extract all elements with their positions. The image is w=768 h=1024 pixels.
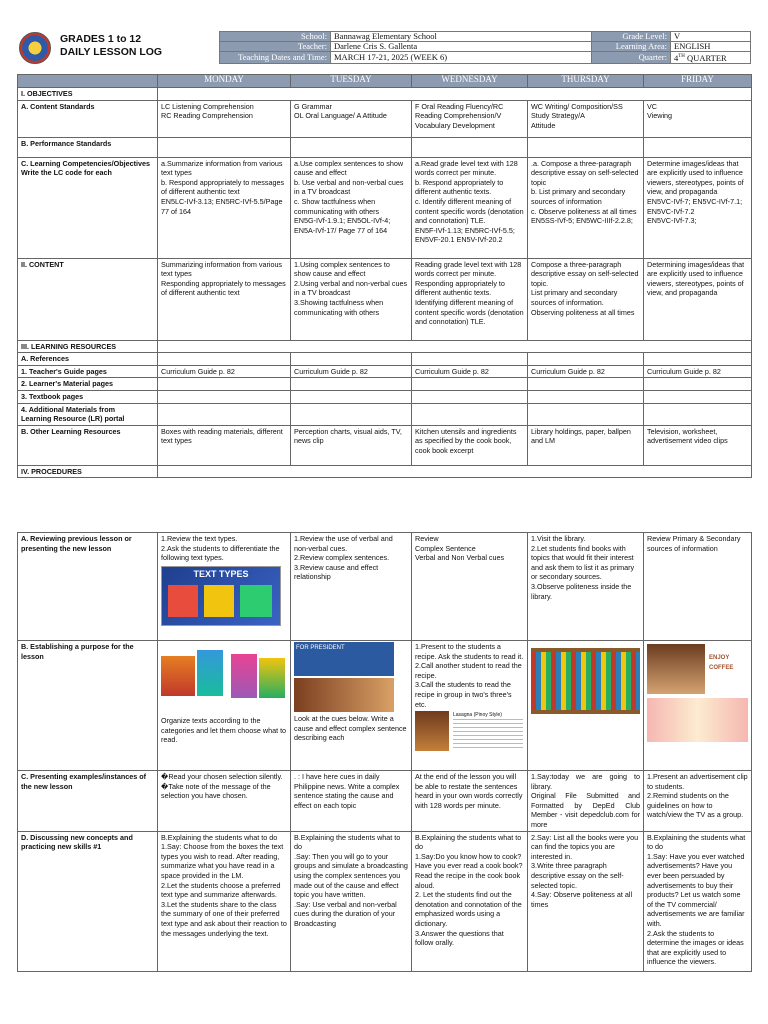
header-info-table xyxy=(219,31,751,64)
content-cell: Compose a three-paragraph descriptive essay on self-selected topic. List primary and secondary sources of information. Observing politeness at all times xyxy=(528,258,644,340)
quarter-word: QUARTER xyxy=(684,52,727,63)
presenting-examples-label: C. Presenting examples/instances of the new lesson xyxy=(18,771,158,832)
content-cell: Summarizing information from various text types Responding appropriately to messages of different authentic text xyxy=(158,258,291,340)
performance-standards-label: B. Performance Standards xyxy=(18,137,158,157)
news-panel-caption: FOR PRESIDENT xyxy=(296,645,345,651)
news-panel xyxy=(294,642,394,676)
content-standards-cell: LC Listening Comprehension RC Reading Comprehension xyxy=(158,100,291,137)
content-cell: 1.Using complex sentences to show cause and effect 2.Using verbal and non-verbal cues in a TV broadcast 3.Showing tactfulness when communicating with others xyxy=(291,258,412,340)
reviewing-lesson-cell: Review Complex Sentence Verbal and Non Verbal cues xyxy=(412,533,528,641)
learning-competencies-cell: Determine images/ideas that are explicitly used to influence viewers, stereotypes, points of view, and propaganda EN5VC-IVf-7; EN5VC-IVf-7.1; EN5VC-IVf-7.2 EN5VC-IVf-7.3; xyxy=(644,157,752,258)
discussing-concepts-cell: B.Explaining the students what to do 1.Say: Have you ever watched advertisements? Have you ever been persuaded by advertisements to buy their products? Let us watch some of the TV commercial/ advertisements we are familiar with. 2.Ask the students to determine the images or ideas that are explicitly used to influence the viewers. xyxy=(644,831,752,971)
content-standards-cell: WC Writing/ Composition/SS Study Strategy/A Attitude xyxy=(528,100,644,137)
objectives-label: I. OBJECTIVES xyxy=(18,88,158,101)
teachers-guide-cell: Curriculum Guide p. 82 xyxy=(291,365,412,378)
ad-photo xyxy=(647,644,705,694)
recipe-photo xyxy=(415,711,449,751)
content-standards-cell: F Oral Reading Fluency/RC Reading Comprehension/V Vocabulary Development xyxy=(412,100,528,137)
learners-material-label: 2. Learner's Material pages xyxy=(18,378,158,391)
quarter-suffix: TH xyxy=(678,54,685,59)
objectives-row-fill xyxy=(158,88,752,101)
quarter-value xyxy=(671,52,751,64)
coffee-ad-image xyxy=(647,644,748,694)
empty-cell xyxy=(158,137,291,157)
lesson-log-header xyxy=(17,31,751,65)
recipe-text-lines xyxy=(453,719,523,749)
title-line-2: DAILY LESSON LOG xyxy=(60,46,163,58)
empty-cell xyxy=(291,353,412,366)
empty-cell xyxy=(412,378,528,391)
establishing-purpose-text: Look at the cues below. Write a cause and effect complex sentence describing each xyxy=(294,714,407,743)
establishing-purpose-label: B. Establishing a purpose for the lesson xyxy=(18,641,158,771)
teachers-guide-cell: Curriculum Guide p. 82 xyxy=(528,365,644,378)
discussing-concepts-cell: 2.Say: List all the books were you can find the topics you are interested in. 3.Write three paragraph descriptive essay on the self-selected topic. 4.Say: Observe politeness at all times xyxy=(528,831,644,971)
empty-cell xyxy=(291,378,412,391)
empty-cell xyxy=(412,403,528,425)
discussing-concepts-cell: B.Explaining the students what to do 1.Say: Choose from the boxes the text types you wish to read. After reading, summarize what you have read in a space provided in the LM. 2.Let the students choose a preferred text type and summarize afterwards. 3.Let the students share to the class the summary of one of their preferred text type and ask about their reaction to the messages underlying the text. xyxy=(158,831,291,971)
empty-cell xyxy=(644,390,752,403)
teachers-guide-cell: Curriculum Guide p. 82 xyxy=(644,365,752,378)
dates-label: Teaching Dates and Time: xyxy=(220,52,331,64)
deped-seal-icon xyxy=(19,32,51,64)
day-header-tuesday: TUESDAY xyxy=(291,75,412,88)
day-header-wednesday: WEDNESDAY xyxy=(412,75,528,88)
school-label: School: xyxy=(220,32,331,42)
establishing-purpose-cell xyxy=(644,641,752,771)
teacher-label: Teacher: xyxy=(220,42,331,52)
box-icon xyxy=(231,654,257,698)
learning-competencies-cell: a.Summarize information from various text types b. Respond appropriately to messages of different authentic text EN5LC-IVf-3.13; EN5RC-IVf-5.5/Page 77 of 164 xyxy=(158,157,291,258)
reviewing-lesson-cell: 1.Visit the library. 2.Let students find books with topics that would fit their interest and ask them to list it as primary or secondary sources. 3.Observe politeness inside the library. xyxy=(528,533,644,641)
poster-block xyxy=(204,585,234,617)
lesson-log-table-procedures xyxy=(17,532,752,972)
teachers-guide-label: 1. Teacher's Guide pages xyxy=(18,365,158,378)
reviewing-lesson-cell xyxy=(158,533,291,641)
reviewing-lesson-cell: Review Primary & Secondary sources of information xyxy=(644,533,752,641)
box-icon xyxy=(197,650,223,696)
empty-cell xyxy=(158,403,291,425)
other-resources-cell: Perception charts, visual aids, TV, news clip xyxy=(291,425,412,465)
ad-caption: ENJOY COFFEE xyxy=(709,655,734,671)
additional-materials-label: 4. Additional Materials from Learning Resource (LR) portal xyxy=(18,403,158,425)
title-line-1: GRADES 1 to 12 xyxy=(60,33,142,45)
empty-cell xyxy=(412,353,528,366)
presenting-examples-cell: 1.Present an advertisement clip to students. 2.Remind students on the guidelines on how to watch/view the TV as a group. xyxy=(644,771,752,832)
empty-cell xyxy=(291,137,412,157)
empty-cell xyxy=(528,353,644,366)
content-standards-cell: VC Viewing xyxy=(644,100,752,137)
content-cell: Determining images/ideas that are explicitly used to influence viewers, stereotypes, points of view, and propaganda xyxy=(644,258,752,340)
establishing-purpose-cell xyxy=(158,641,291,771)
grade-value: V xyxy=(671,32,751,42)
teacher-value: Darlene Cris S. Gallenta xyxy=(331,42,592,52)
teachers-guide-cell: Curriculum Guide p. 82 xyxy=(158,365,291,378)
news-cues-image xyxy=(294,642,408,714)
establishing-purpose-text: 1.Present to the students a recipe. Ask the students to read it. 2.Call another student to read the recipe. 3.Call the students to read the recipe in group in two's three's etc. xyxy=(415,642,524,709)
text-boxes-image xyxy=(161,650,287,708)
empty-cell xyxy=(644,353,752,366)
day-header-monday: MONDAY xyxy=(158,75,291,88)
text-types-poster-title: TEXT TYPES xyxy=(193,568,249,579)
empty-row-fill xyxy=(158,340,752,353)
empty-cell xyxy=(528,378,644,391)
document-title xyxy=(60,33,162,59)
learning-competencies-label: C. Learning Competencies/Objectives Write the LC code for each xyxy=(18,157,158,258)
discussing-concepts-cell: B.Explaining the students what to do .Say: Then you will go to your groups and simulate a broadcasting using the complex sentences you made out of the cause and effect topic you have written. .Say: Use verbal and non-verbal cues during the duration of your Broadcasting xyxy=(291,831,412,971)
empty-cell xyxy=(158,390,291,403)
library-shelf-image xyxy=(531,648,640,714)
other-resources-cell: Television, worksheet, advertisement video clips xyxy=(644,425,752,465)
empty-cell xyxy=(291,403,412,425)
presenting-examples-cell: At the end of the lesson you will be able to restate the sentences heard in your own words correctly with 128 words per minute. xyxy=(412,771,528,832)
presenting-examples-cell: . : I have here cues in daily Philippine news. Write a complex sentence stating the cause and effect on each topic xyxy=(291,771,412,832)
empty-cell xyxy=(412,390,528,403)
establishing-purpose-text: Organize texts according to the categories and let them choose what to read. xyxy=(161,716,287,745)
presenting-examples-cell: �Read your chosen selection silently. �Take note of the message of the selection you have chosen. xyxy=(158,771,291,832)
empty-cell xyxy=(158,353,291,366)
empty-cell xyxy=(528,390,644,403)
other-resources-cell: Boxes with reading materials, different text types xyxy=(158,425,291,465)
lasagna-recipe-image xyxy=(415,711,524,751)
other-resources-label: B. Other Learning Resources xyxy=(18,425,158,465)
teachers-guide-cell: Curriculum Guide p. 82 xyxy=(412,365,528,378)
empty-cell xyxy=(644,378,752,391)
discussing-concepts-cell: B.Explaining the students what to do 1.Say:Do you know how to cook? Have you ever read a cook book? Read the recipe in the cook book aloud. 2. Let the students find out the denotation and connotation of the emphasized words using a dictionary. 3.Answer the questions that follow orally. xyxy=(412,831,528,971)
content-cell: Reading grade level text with 128 words correct per minute. Responding appropriately to different authentic texts. Identifying different meaning of content specific words (denotation and connotation) TLE. xyxy=(412,258,528,340)
empty-cell xyxy=(644,137,752,157)
empty-cell xyxy=(528,137,644,157)
area-value: ENGLISH xyxy=(671,42,751,52)
learning-competencies-cell: a.Use complex sentences to show cause and effect b. Use verbal and non-verbal cues in a TV broadcast c. Show tactfulness when communicating with others EN5G-IVf-1.9.1; EN5OL-IVf-4; EN5A-IVf-17/ Page 77 of 164 xyxy=(291,157,412,258)
quarter-label: Quarter: xyxy=(592,52,671,64)
content-standards-cell: G Grammar OL Oral Language/ A Attitude xyxy=(291,100,412,137)
area-label: Learning Area: xyxy=(592,42,671,52)
learning-competencies-cell: .a. Compose a three-paragraph descriptive essay on self-selected topic b. List primary and secondary sources of information c. Observe politeness at all times EN5SS-IVf-5; EN5WC-IIIf-2.2.8; xyxy=(528,157,644,258)
other-resources-cell: Library holdings, paper, ballpen and LM xyxy=(528,425,644,465)
corner-cell xyxy=(18,75,158,88)
box-icon xyxy=(161,656,195,696)
content-standards-label: A. Content Standards xyxy=(18,100,158,137)
news-panel xyxy=(294,678,394,712)
empty-row-fill xyxy=(158,465,752,478)
dates-value: MARCH 17-21, 2025 (WEEK 6) xyxy=(331,52,592,64)
box-icon xyxy=(259,658,285,698)
other-resources-cell: Kitchen utensils and ingredients as specified by the cook book, cook book excerpt xyxy=(412,425,528,465)
references-label: A. References xyxy=(18,353,158,366)
recipe-title: Lasagna (Pinoy Style) xyxy=(453,712,502,719)
empty-cell xyxy=(291,390,412,403)
school-value: Bannawag Elementary School xyxy=(331,32,592,42)
procedures-label: IV. PROCEDURES xyxy=(18,465,158,478)
day-header-friday: FRIDAY xyxy=(644,75,752,88)
poster-block xyxy=(168,585,198,617)
discussing-concepts-label: D. Discussing new concepts and practicing new skills #1 xyxy=(18,831,158,971)
reviewing-lesson-text: 1.Review the text types. 2.Ask the students to differentiate the following text types. xyxy=(161,534,280,563)
reviewing-lesson-label: A. Reviewing previous lesson or presenting the new lesson xyxy=(18,533,158,641)
empty-cell xyxy=(158,378,291,391)
text-types-poster-image xyxy=(161,566,281,626)
reviewing-lesson-cell: 1.Review the use of verbal and non-verbal cues. 2.Review complex sentences. 3.Review cause and effect relationship xyxy=(291,533,412,641)
lesson-log-table-top xyxy=(17,74,752,478)
poster-block xyxy=(240,585,272,617)
learning-competencies-cell: a.Read grade level text with 128 words correct per minute. b. Respond appropriately to different authentic texts. c. Identify different meaning of content specific words (denotation and connotation) TLE. EN5F-IVf-1.13; EN5RC-IVf-5.5; EN5VF-20.1 EN5V-IVf-20.2 xyxy=(412,157,528,258)
empty-cell xyxy=(412,137,528,157)
presenting-examples-cell: 1.Say:today we are going to library. Original File Submitted and Formatted by DepEd Club Member - visit depedclub.com for more xyxy=(528,771,644,832)
empty-cell xyxy=(528,403,644,425)
day-header-thursday: THURSDAY xyxy=(528,75,644,88)
learning-resources-label: III. LEARNING RESOURCES xyxy=(18,340,158,353)
quarter-number: 4 xyxy=(674,52,679,63)
establishing-purpose-cell xyxy=(291,641,412,771)
content-label: II. CONTENT xyxy=(18,258,158,340)
textbook-pages-label: 3. Textbook pages xyxy=(18,390,158,403)
grade-label: Grade Level: xyxy=(592,32,671,42)
beauty-ad-image xyxy=(647,698,748,742)
establishing-purpose-cell xyxy=(528,641,644,771)
empty-cell xyxy=(644,403,752,425)
establishing-purpose-cell xyxy=(412,641,528,771)
